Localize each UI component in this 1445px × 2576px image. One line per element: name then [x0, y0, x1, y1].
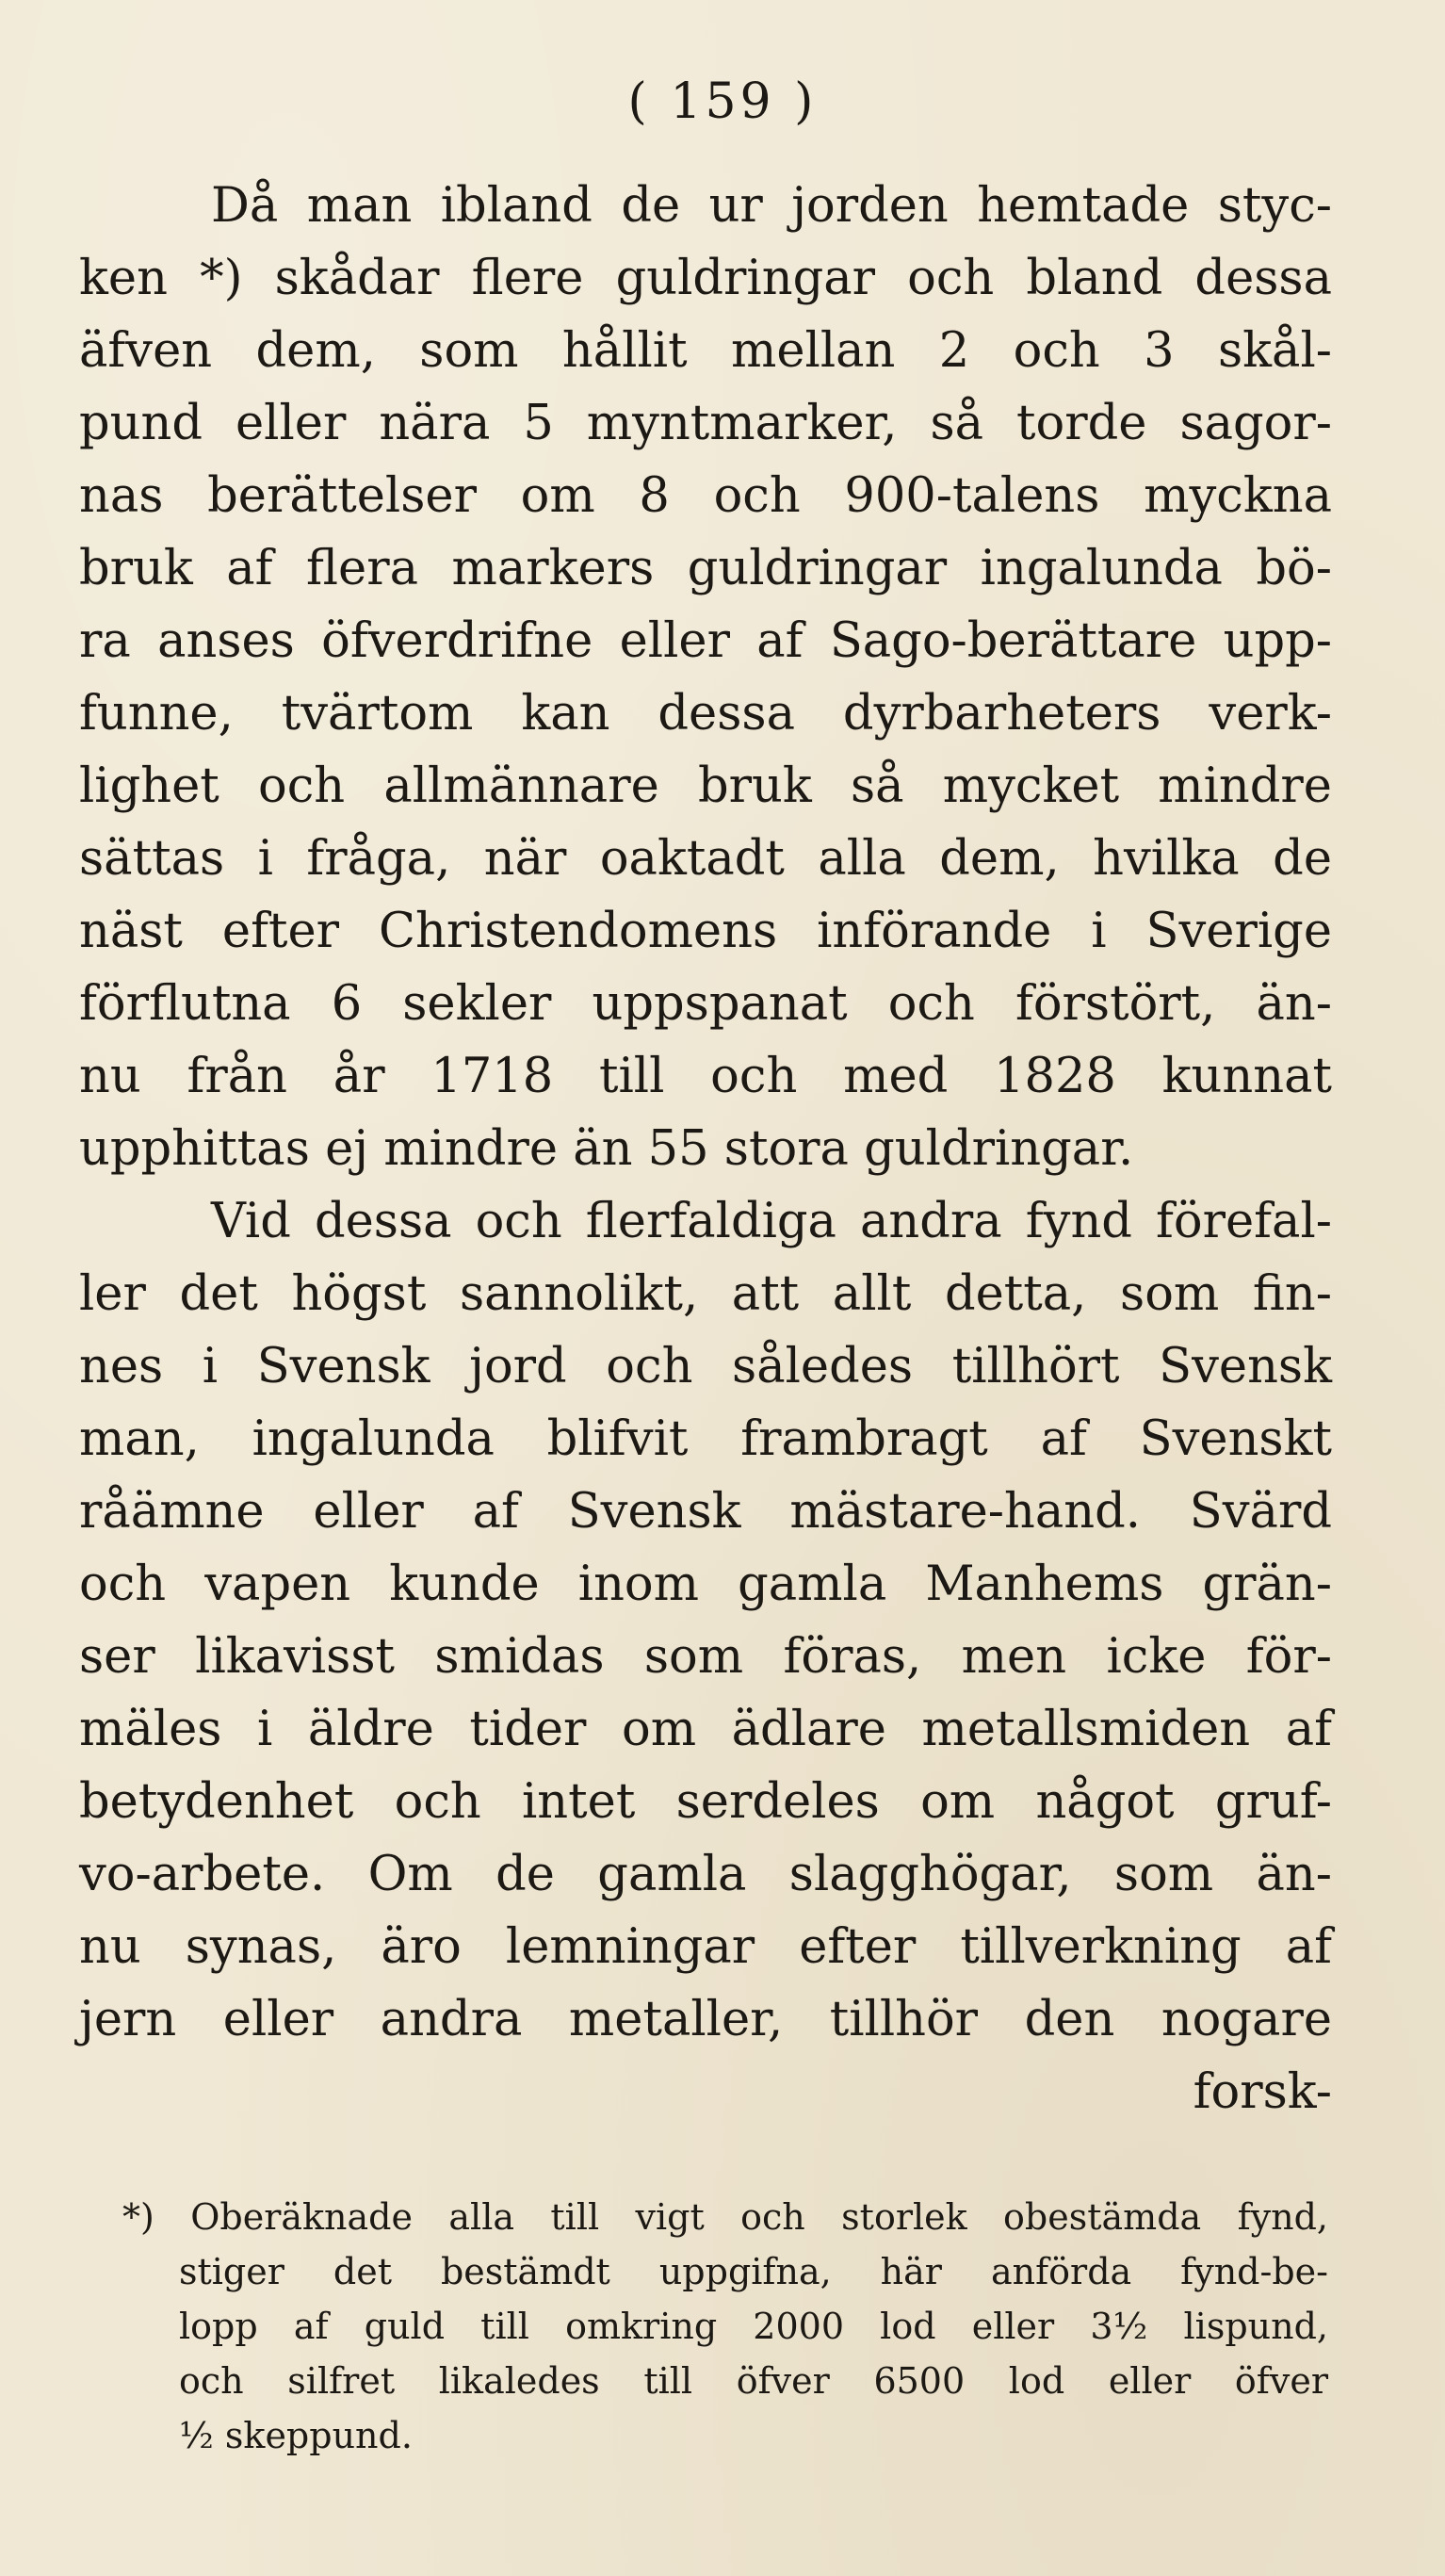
footnote-line: ½ skeppund.	[179, 2415, 413, 2456]
footnote-line: stiger det bestämdt uppgifna, här anförda fynd-be-	[179, 2251, 1328, 2292]
page-number: ( 159 )	[627, 73, 818, 130]
text-line: nu från år 1718 till och med 1828 kunnat	[79, 1049, 1332, 1104]
footnote-line: och silfret likaledes till öfver 6500 lod eller öfver	[179, 2360, 1328, 2402]
text-line: ra anses öfverdrifne eller af Sago-berättare upp-	[79, 613, 1332, 669]
text-line: upphittas ej mindre än 55 stora guldringar.	[79, 1121, 1134, 1177]
text-line: Vid dessa och flerfaldiga andra fynd förefal-	[211, 1194, 1332, 1249]
text-line: råämne eller af Svensk mästare-hand. Svärd	[79, 1484, 1332, 1540]
text-line: jern eller andra metaller, tillhör den nogare	[79, 1992, 1332, 2047]
footnote	[122, 2190, 1328, 2463]
text-line: vo-arbete. Om de gamla slagghögar, som än-	[79, 1847, 1332, 1902]
text-line: näst efter Christendomens införande i Sverige	[79, 904, 1332, 959]
text-line: och vapen kunde inom gamla Manhems grän-	[79, 1557, 1332, 1612]
text-line: pund eller nära 5 myntmarker, så torde sagor-	[79, 396, 1332, 451]
main-text	[79, 170, 1332, 2128]
text-line: betydenhet och intet serdeles om något gruf-	[79, 1774, 1332, 1830]
text-line: äfven dem, som hållit mellan 2 och 3 skål-	[79, 323, 1332, 379]
text-line: nu synas, äro lemningar efter tillverkning af	[79, 1919, 1332, 1975]
text-line: ler det högst sannolikt, att allt detta, som fin-	[79, 1266, 1332, 1322]
text-line: lighet och allmännare bruk så mycket mindre	[79, 758, 1332, 814]
text-line: man, ingalunda blifvit frambragt af Svenskt	[79, 1411, 1332, 1467]
footnote-line: lopp af guld till omkring 2000 lod eller 3½ lispund,	[179, 2306, 1328, 2347]
text-line: funne, tvärtom kan dessa dyrbarheters verk-	[79, 686, 1332, 742]
text-line: nas berättelser om 8 och 900-talens myckna	[79, 468, 1332, 524]
text-line: sättas i fråga, när oaktadt alla dem, hvilka de	[79, 831, 1332, 887]
text-line: mäles i äldre tider om ädlare metallsmiden af	[79, 1702, 1332, 1757]
text-line: Då man ibland de ur jorden hemtade styc-	[211, 178, 1332, 234]
text-line: bruk af flera markers guldringar ingalunda bö-	[79, 541, 1332, 596]
text-line: ser likavisst smidas som föras, men icke för-	[79, 1629, 1332, 1685]
text-line: nes i Svensk jord och således tillhört Svensk	[79, 1339, 1332, 1394]
footnote-line: *) Oberäknade alla till vigt och storlek obestämda fynd,	[122, 2196, 1328, 2238]
paragraph-2	[79, 1185, 1332, 2056]
text-line: ken *) skådar flere guldringar och bland dessa	[79, 251, 1332, 306]
catchword: forsk-	[1193, 2064, 1332, 2120]
text-line: förflutna 6 sekler uppspanat och förstört, än-	[79, 976, 1332, 1032]
paragraph-1	[79, 170, 1332, 1185]
